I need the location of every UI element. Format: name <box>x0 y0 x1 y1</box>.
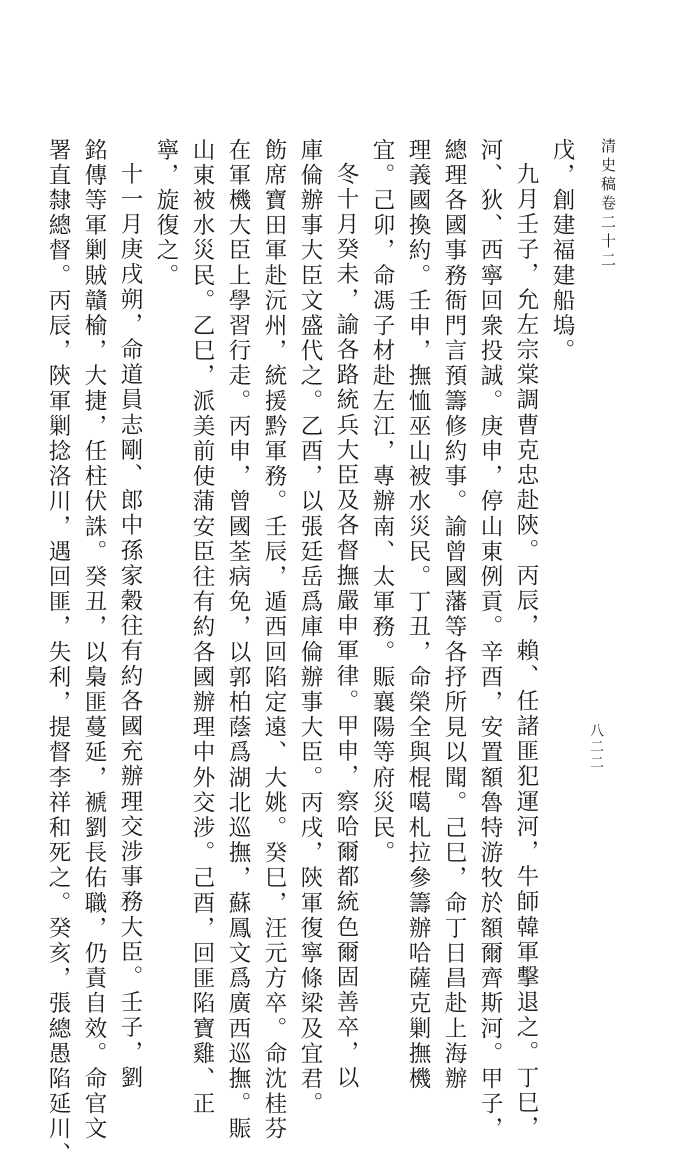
text-column: 庫倫辦事大臣文盛代之。乙酉，以張廷岳爲庫倫辦事大臣。丙戌，陝軍復寧條梁及宜君。 <box>297 138 323 1117</box>
text-column: 飭席寶田軍赴沅州，統援黔軍務。壬辰，遁西回陷定遠、大姚。癸巳，汪元方卒。命沈桂芬 <box>261 138 287 1142</box>
text-body <box>45 138 580 1167</box>
text-column: 河、狄、西寧回衆投誠。庚申，停山東例貢。辛酉，安置額魯特游牧於額爾齊斯河。甲子， <box>477 138 503 1142</box>
text-column: 冬十月癸未，諭各路統兵大臣及各督撫嚴申軍律。甲申，察哈爾都統色爾固善卒，以 <box>333 161 359 1091</box>
text-column: 十一月庚戌朔，命道員志剛、郎中孫家穀往有約各國充辦理交涉事務大臣。壬子，劉 <box>117 161 143 1091</box>
text-column: 署直隸總督。丙辰，陝軍剿捻洛川，遇回匪，失利，提督李祥和死之。癸亥，張總愚陷延川、 <box>45 138 71 1167</box>
text-column: 宜。己卯，命馮子材赴左江，專辦南、太軍務。賑襄陽等府災民。 <box>369 138 395 866</box>
page-number: 八二二 <box>588 723 604 771</box>
text-column: 在軍機大臣上學習行走。丙申，曾國荃病免，以郭柏蔭爲湖北巡撫，蘇鳳文爲廣西巡撫。賑 <box>225 138 251 1142</box>
text-column: 山東被水災民。乙巳，派美前使蒲安臣往有約各國辦理中外交涉。己酉，回匪陷寶雞、正 <box>189 138 215 1117</box>
text-column: 理義國換約。壬申，撫恤巫山被水災民。丁丑，命榮全與棍噶札拉參籌辦哈薩克剿撫機 <box>405 138 431 1092</box>
text-column: 銘傳等軍剿賊贛榆，大捷，任柱伏誅。癸丑，以梟匪蔓延，褫劉長佑職，仍責自效。命官文 <box>81 138 107 1142</box>
running-header: 清史稿卷二十二 <box>599 138 617 271</box>
text-column: 總理各國事務衙門言預籌修約事。諭曾國藩等各抒所見以聞。己巳，命丁日昌赴上海辦 <box>441 138 467 1092</box>
text-column: 戊，創建福建船塢。 <box>549 138 575 364</box>
text-column: 九月壬子，允左宗棠調曹克忠赴陝。丙辰，賴、任諸匪犯運河，牛師韓軍擊退之。丁巳， <box>513 161 539 1141</box>
text-column: 寧，旋復之。 <box>153 138 179 289</box>
